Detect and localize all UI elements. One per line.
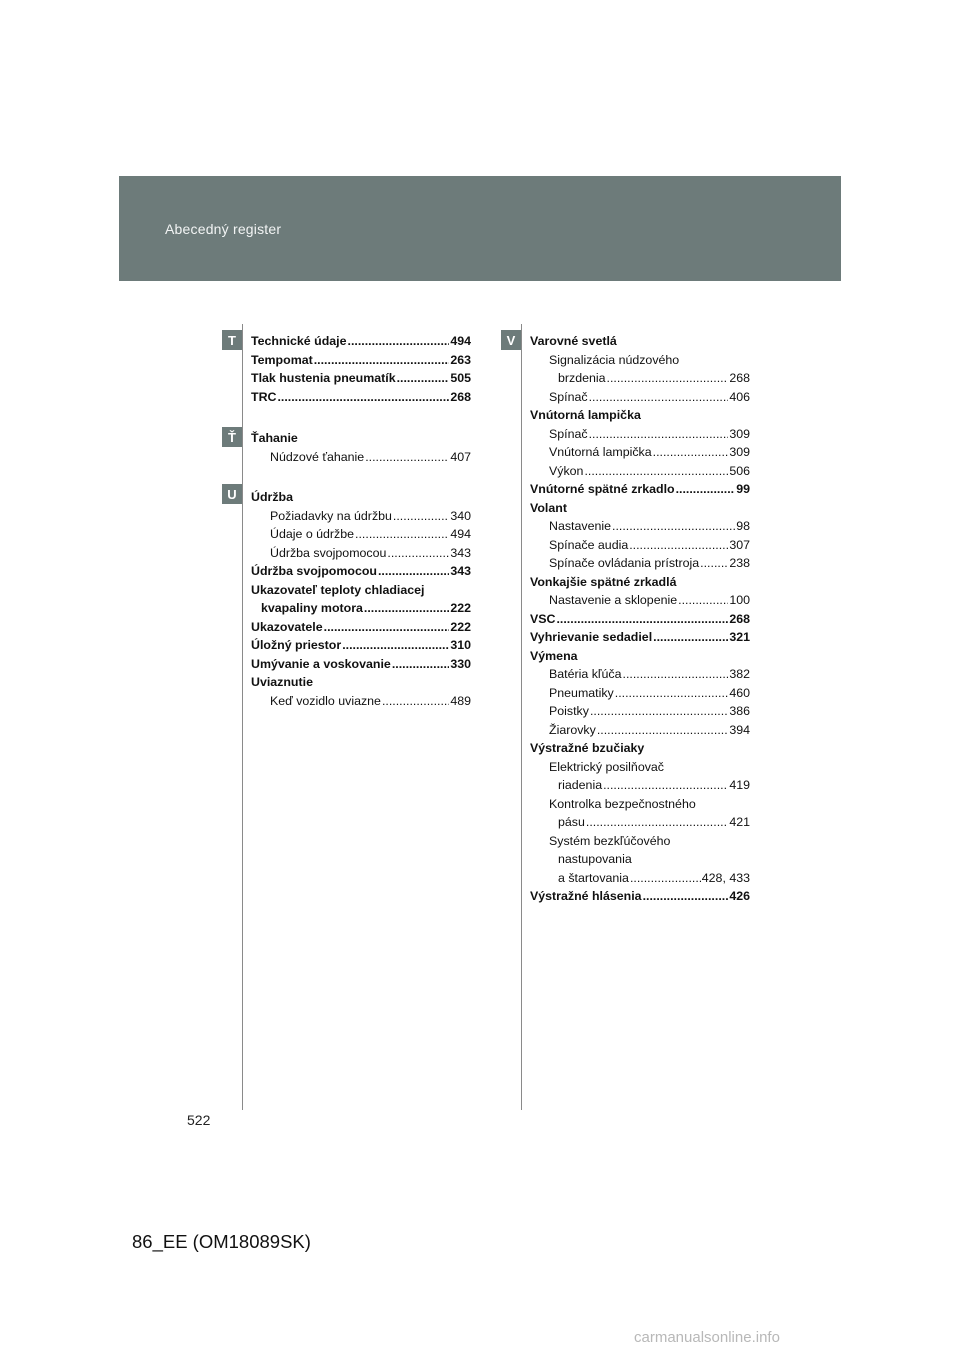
entry-page: 321 bbox=[729, 630, 750, 644]
document-code: 86_EE (OM18089SK) bbox=[132, 1231, 311, 1252]
index-entry bbox=[251, 351, 471, 370]
leader-dots bbox=[365, 448, 449, 467]
leader-dots bbox=[556, 610, 728, 629]
leader-dots bbox=[653, 443, 729, 462]
index-entry bbox=[251, 369, 471, 388]
index-entry bbox=[530, 887, 750, 906]
leader-dots bbox=[676, 480, 736, 499]
index-subentry-line: Elektrický posilňovač bbox=[549, 759, 665, 774]
entry-text: riadenia bbox=[558, 778, 603, 792]
index-heading: Údržba bbox=[251, 490, 293, 504]
entry-text: TRC bbox=[251, 389, 277, 404]
entry-page: 419 bbox=[729, 778, 750, 792]
index-subentry bbox=[251, 448, 471, 467]
index-heading: Výstražné bzučiaky bbox=[530, 741, 645, 755]
leader-dots bbox=[364, 599, 449, 618]
letter-tab-t-caron: Ť bbox=[222, 427, 242, 447]
entry-page: 307 bbox=[729, 537, 750, 552]
entry-page: 343 bbox=[450, 545, 471, 560]
leader-dots bbox=[615, 684, 729, 703]
index-entry bbox=[251, 636, 471, 655]
leader-dots bbox=[678, 591, 728, 610]
leader-dots bbox=[700, 554, 728, 573]
index-entry bbox=[251, 562, 471, 581]
entry-page: 426 bbox=[729, 889, 750, 903]
entry-page: 238 bbox=[729, 556, 750, 570]
index-subentry-line: Systém bezkľúčového bbox=[549, 833, 671, 848]
leader-dots bbox=[612, 517, 735, 536]
column-divider-left bbox=[242, 324, 243, 1110]
index-subentry bbox=[251, 544, 471, 563]
leader-dots bbox=[643, 887, 729, 906]
entry-text: Spínač bbox=[549, 389, 588, 404]
index-subentry bbox=[530, 591, 750, 610]
index-subentry bbox=[530, 554, 750, 573]
leader-dots bbox=[589, 425, 729, 444]
leader-dots bbox=[277, 388, 449, 407]
entry-page: 394 bbox=[729, 722, 750, 737]
leader-dots bbox=[392, 655, 450, 674]
entry-text: Výstražné hlásenia bbox=[530, 889, 642, 903]
index-entry bbox=[251, 618, 471, 637]
entry-page: 505 bbox=[450, 371, 471, 385]
index-heading: Výmena bbox=[530, 648, 578, 663]
leader-dots bbox=[589, 388, 729, 407]
entry-page: 407 bbox=[450, 449, 471, 464]
entry-page: 506 bbox=[729, 463, 750, 478]
index-subentry bbox=[530, 462, 750, 481]
entry-page: 421 bbox=[729, 815, 750, 829]
entry-text: Žiarovky bbox=[549, 722, 596, 737]
entry-page: 222 bbox=[450, 619, 471, 634]
entry-text: Umývanie a voskovanie bbox=[251, 656, 391, 671]
entry-text: Výkon bbox=[549, 463, 584, 478]
entry-page: 382 bbox=[729, 667, 750, 681]
entry-text: Tempomat bbox=[251, 352, 313, 367]
leader-dots bbox=[324, 618, 450, 637]
entry-page: 99 bbox=[736, 482, 750, 496]
entry-text: a štartovania bbox=[558, 870, 629, 885]
index-subentry bbox=[530, 517, 750, 536]
index-subentry bbox=[251, 692, 471, 711]
index-subentry bbox=[530, 721, 750, 740]
entry-text: Údaje o údržbe bbox=[270, 527, 355, 541]
entry-page: 310 bbox=[450, 638, 471, 652]
entry-page: 428, 433 bbox=[701, 870, 750, 885]
entry-page: 330 bbox=[450, 656, 471, 671]
index-entry bbox=[251, 388, 471, 407]
entry-text: Núdzové ťahanie bbox=[270, 449, 365, 464]
entry-page: 340 bbox=[450, 508, 471, 523]
leader-dots bbox=[314, 351, 450, 370]
index-subentry bbox=[530, 536, 750, 555]
index-subentry bbox=[530, 813, 750, 832]
entry-page: 386 bbox=[729, 704, 750, 718]
index-subentry bbox=[251, 507, 471, 526]
index-subentry bbox=[530, 425, 750, 444]
index-heading: Ukazovateľ teploty chladiacej bbox=[251, 582, 425, 597]
index-subentry bbox=[530, 869, 750, 888]
entry-text: Údržba svojpomocou bbox=[270, 545, 387, 560]
index-heading: Varovné svetlá bbox=[530, 334, 617, 348]
index-subentry bbox=[530, 684, 750, 703]
entry-page: 222 bbox=[450, 601, 471, 615]
entry-text: Nastavenie a sklopenie bbox=[549, 593, 678, 607]
column-divider-right bbox=[521, 324, 522, 1110]
letter-tab-v: V bbox=[501, 330, 521, 350]
entry-page: 343 bbox=[450, 564, 471, 578]
index-entry bbox=[251, 655, 471, 674]
index-heading: Vonkajšie spätné zrkadlá bbox=[530, 574, 677, 589]
entry-text: Batéria kľúča bbox=[549, 667, 622, 681]
index-entry bbox=[251, 332, 471, 351]
index-subentry bbox=[530, 776, 750, 795]
entry-page: 309 bbox=[729, 445, 750, 459]
leader-dots bbox=[597, 721, 728, 740]
entry-text: brzdenia bbox=[558, 371, 606, 385]
index-entry bbox=[530, 480, 750, 499]
entry-text: pásu bbox=[558, 815, 585, 829]
entry-text: Vnútorná lampička bbox=[549, 445, 652, 459]
index-subentry-line: nastupovania bbox=[558, 852, 632, 866]
index-subentry bbox=[530, 369, 750, 388]
entry-text: Tlak hustenia pneumatík bbox=[251, 371, 396, 385]
letter-tab-u: U bbox=[222, 484, 242, 504]
index-heading: Vnútorná lampička bbox=[530, 408, 641, 422]
leader-dots bbox=[348, 332, 450, 351]
entry-page: 460 bbox=[729, 685, 750, 700]
entry-page: 268 bbox=[729, 371, 750, 385]
leader-dots bbox=[393, 507, 449, 526]
leader-dots bbox=[630, 869, 701, 888]
leader-dots bbox=[653, 628, 728, 647]
index-subentry bbox=[530, 665, 750, 684]
entry-page: 268 bbox=[450, 389, 471, 404]
entry-page: 98 bbox=[736, 519, 750, 533]
index-entry bbox=[530, 610, 750, 629]
entry-text: Pneumatiky bbox=[549, 685, 614, 700]
index-subentry-line: Signalizácia núdzového bbox=[549, 352, 680, 367]
page-number: 522 bbox=[187, 1112, 211, 1128]
index-heading: Ťahanie bbox=[251, 431, 298, 445]
entry-text: Spínače audia bbox=[549, 537, 629, 552]
leader-dots bbox=[397, 369, 450, 388]
leader-dots bbox=[603, 776, 728, 795]
entry-text: VSC bbox=[530, 611, 556, 626]
index-subentry bbox=[251, 525, 471, 544]
leader-dots bbox=[629, 536, 728, 555]
leader-dots bbox=[584, 462, 728, 481]
section-title: Abecedný register bbox=[165, 221, 282, 237]
index-subentry bbox=[530, 702, 750, 721]
entry-page: 494 bbox=[450, 527, 471, 541]
entry-page: 494 bbox=[450, 334, 471, 348]
leader-dots bbox=[355, 525, 449, 544]
index-entry-continued bbox=[251, 599, 471, 618]
leader-dots bbox=[382, 692, 449, 711]
index-subentry bbox=[530, 443, 750, 462]
index-subentry-line: Kontrolka bezpečnostného bbox=[549, 796, 696, 811]
index-subentry bbox=[530, 388, 750, 407]
watermark: carmanualsonline.info bbox=[634, 1329, 780, 1346]
leader-dots bbox=[623, 665, 729, 684]
index-heading: Uviaznutie bbox=[251, 675, 313, 689]
entry-page: 406 bbox=[729, 389, 750, 404]
entry-page: 268 bbox=[729, 611, 750, 626]
leader-dots bbox=[342, 636, 449, 655]
entry-text: Poistky bbox=[549, 704, 589, 718]
entry-text: Spínač bbox=[549, 426, 588, 441]
entry-text: Úložný priestor bbox=[251, 638, 342, 652]
entry-page: 309 bbox=[729, 426, 750, 441]
entry-page: 263 bbox=[450, 352, 471, 367]
entry-text: Vyhrievanie sedadiel bbox=[530, 630, 653, 644]
entry-text: Vnútorné spätné zrkadlo bbox=[530, 482, 675, 496]
index-entry bbox=[530, 628, 750, 647]
entry-page: 489 bbox=[450, 693, 471, 708]
entry-text: Technické údaje bbox=[251, 334, 347, 348]
leader-dots bbox=[607, 369, 729, 388]
leader-dots bbox=[586, 813, 728, 832]
entry-text: Ukazovatele bbox=[251, 619, 323, 634]
letter-tab-t: T bbox=[222, 330, 242, 350]
entry-text: Nastavenie bbox=[549, 519, 611, 533]
leader-dots bbox=[378, 562, 449, 581]
leader-dots bbox=[590, 702, 728, 721]
entry-text: kvapaliny motora bbox=[261, 601, 363, 615]
entry-text: Požiadavky na údržbu bbox=[270, 508, 392, 523]
entry-text: Spínače ovládania prístroja bbox=[549, 556, 700, 570]
entry-page: 100 bbox=[729, 593, 750, 607]
entry-text: Keď vozidlo uviazne bbox=[270, 693, 381, 708]
index-heading: Volant bbox=[530, 500, 567, 515]
leader-dots bbox=[387, 544, 449, 563]
entry-text: Údržba svojpomocou bbox=[251, 564, 377, 578]
